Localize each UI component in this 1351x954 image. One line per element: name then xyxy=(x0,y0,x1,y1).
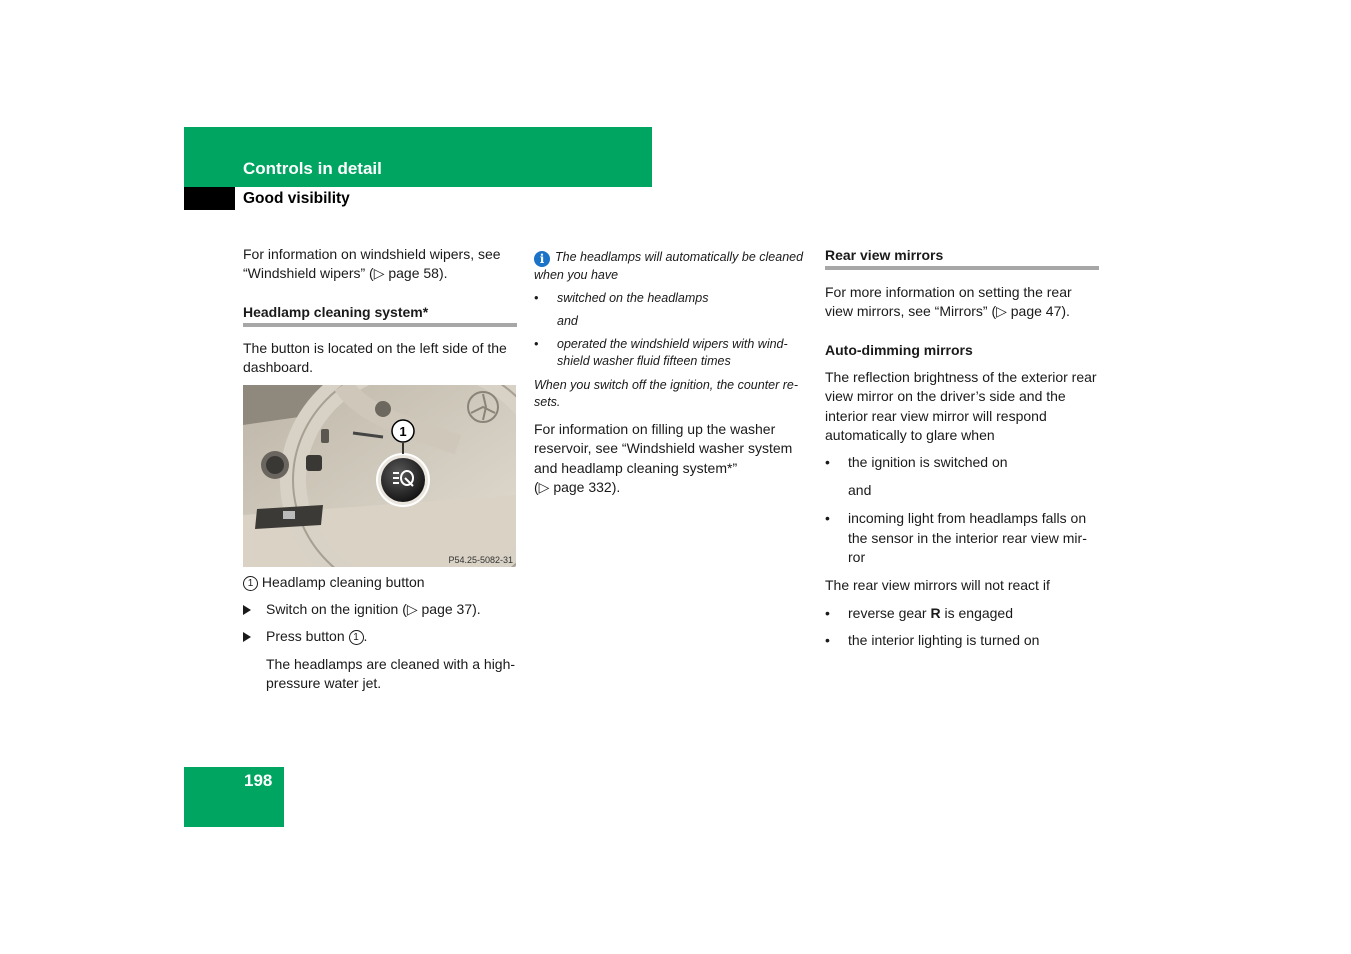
condition-incoming-light: incoming light from headlamps falls on the sensor in the interior rear view mir-ror xyxy=(848,510,1087,566)
auto-dimming-heading: Auto-dimming mirrors xyxy=(825,341,973,358)
arrow-icon xyxy=(243,632,251,642)
wiper-reference: For information on windshield wipers, see “Windshield wipers” (▷ page 58). xyxy=(243,246,501,282)
step-press-suffix: . xyxy=(363,628,368,645)
step-item xyxy=(243,627,517,646)
note-and: and xyxy=(557,314,578,328)
note-bullet: • operated the windshield wipers with wind-shield washer fluid fifteen times xyxy=(534,337,788,368)
section-title: Controls in detail xyxy=(243,159,382,178)
rear-view-mirrors-heading: Rear view mirrors xyxy=(825,247,944,263)
step-item xyxy=(243,600,517,619)
figure-legend xyxy=(243,573,517,592)
subsection-title: Good visibility xyxy=(243,190,350,207)
step-ignition: Switch on the ignition (▷ page 37). xyxy=(266,601,481,618)
gear-r: R xyxy=(930,604,941,621)
mirrors-reference: For more information on setting the rear view mirrors, see “Mirrors” (▷ page 47). xyxy=(825,284,1072,320)
callout-number: 1 xyxy=(399,423,407,439)
column-right xyxy=(825,246,1099,651)
step-callout: 1 xyxy=(349,630,364,645)
legend-callout: 1 xyxy=(243,576,258,591)
washer-reference: For information on filling up the washer reservoir, see “Windshield washer system and headlamp cleaning system*” xyxy=(534,421,793,476)
exception-interior-lighting: the interior lighting is turned on xyxy=(848,632,1040,649)
image-code: P54.25-5082-31 xyxy=(448,554,513,565)
button-location: The button is located on the left side of the dashboard. xyxy=(243,339,507,376)
heading-rule xyxy=(243,323,517,327)
note-bullet-wipers: operated the windshield wipers with wind-shield washer fluid fifteen times xyxy=(557,337,788,368)
legend-text: Headlamp cleaning button xyxy=(261,573,425,590)
arrow-icon xyxy=(243,605,251,615)
info-note-text: The headlamps will automatically be cleaned when you have xyxy=(534,250,804,282)
condition-ignition: the ignition is switched on xyxy=(848,454,1008,471)
note-bullet: • switched on the headlamps xyxy=(534,291,709,305)
condition-and: and xyxy=(848,481,872,498)
dashboard-illustration xyxy=(243,385,516,567)
heading-rule xyxy=(825,266,1099,270)
auto-dimming-desc: The reflection brightness of the exterior rear view mirror on the driver’s side and the interior rear view mirror will respond automatically to glare when xyxy=(825,368,1097,444)
no-react-intro: The rear view mirrors will not react if xyxy=(825,577,1050,594)
column-middle xyxy=(534,249,810,498)
list-item: • reverse gear R is engaged xyxy=(825,604,1014,621)
column-left xyxy=(243,245,517,694)
page-number: 198 xyxy=(244,771,273,790)
washer-page-ref: (▷ page 332). xyxy=(534,479,621,496)
step-result: The headlamps are cleaned with a high-pressure water jet. xyxy=(266,655,516,692)
list-item: • the interior lighting is turned on xyxy=(825,632,1040,649)
exception-reverse-suffix: is engaged xyxy=(940,604,1014,621)
list-item: • incoming light from headlamps falls on the sensor in the interior rear view mir-ror xyxy=(825,510,1087,566)
note-counter-reset: When you switch off the ignition, the counter re-sets. xyxy=(534,378,799,409)
info-note-intro xyxy=(534,249,810,284)
headlamp-cleaning-heading: Headlamp cleaning system* xyxy=(243,303,429,320)
header-marker xyxy=(184,187,235,210)
exception-reverse-prefix: reverse gear xyxy=(848,604,931,621)
note-bullet-headlamps: switched on the headlamps xyxy=(557,291,709,305)
dashboard-photo xyxy=(243,385,516,567)
list-item: • the ignition is switched on xyxy=(825,454,1008,471)
info-icon: i xyxy=(534,251,550,267)
step-press-prefix: Press button xyxy=(266,628,349,645)
